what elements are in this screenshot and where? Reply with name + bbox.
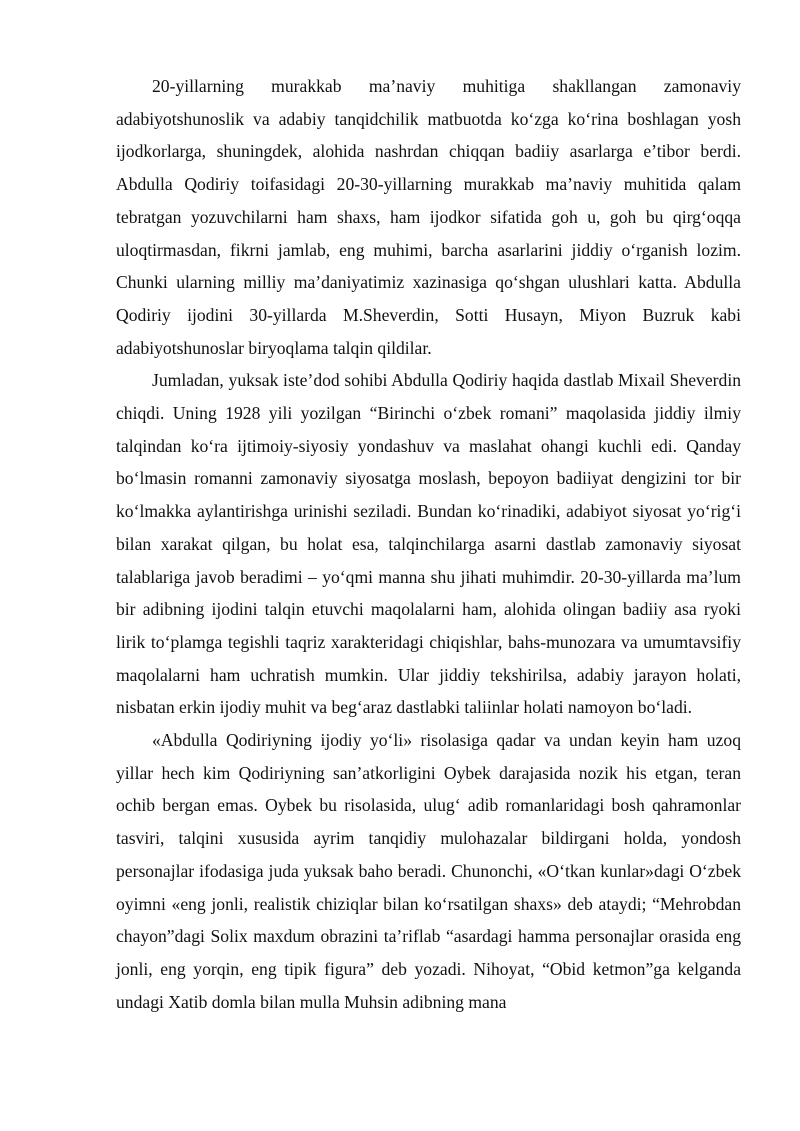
document-page: [116, 70, 741, 1018]
paragraph-2: Jumladan, yuksak iste’dod sohibi Abdulla Qodiriy haqida dastlab Mixail Sheverdin chiqdi. Uning 1928 yili yozilgan “Birinchi o‘zbek romani” maqolasida jiddiy ilmiy talqindan ko‘ra ijtimoiy-siyosiy yondashuv va maslahat ohangi kuchli edi. Qanday bo‘lmasin romanni zamonaviy siyosatga moslash, bepoyon badiiyat dengizini tor bir ko‘lmakka aylantirishga urinishi seziladi. Bundan ko‘rinadiki, adabiyot siyosat yo‘rig‘i bilan xarakat qilgan, bu holat esa, talqinchilarga asarni dastlab zamonaviy siyosat talablariga javob beradimi – yo‘qmi manna shu jihati muhimdir. 20-30-yillarda ma’lum bir adibning ijodini talqin etuvchi maqolalarni ham, alohida olingan badiiy asa ryoki lirik to‘plamga tegishli taqriz xarakteridagi chiqishlar, bahs-munozara va umumtavsifiy maqolalarni ham uchratish mumkin. Ular jiddiy tekshirilsa, adabiy jarayon holati, nisbatan erkin ijodiy muhit va beg‘araz dastlabki taliinlar holati namoyon bo‘ladi.: [116, 370, 741, 718]
paragraph-1: 20-yillarning murakkab ma’naviy muhitiga shakllangan zamonaviy adabiyotshunoslik va adabiy tanqidchilik matbuotda ko‘zga ko‘rina boshlagan yosh ijodkorlarga, shuningdek, alohida nashrdan chiqqan badiiy asarlarga e’tibor berdi. Abdulla Qodiriy toifasidagi 20-30-yillarning murakkab ma’naviy muhitida qalam tebratgan yozuvchilarni ham shaxs, ham ijodkor sifatida goh u, goh bu qirg‘oqqa uloqtirmasdan, fikrni jamlab, eng muhimi, barcha asarlarini jiddiy o‘rganish lozim. Chunki ularning milliy ma’daniyatimiz xazinasiga qo‘shgan ulushlari katta. Abdulla Qodiriy ijodini 30-yillarda M.Sheverdin, Sotti Husayn, Miyon Buzruk kabi adabiyotshunoslar biryoqlama talqin qildilar.: [116, 76, 741, 358]
paragraph-3: «Abdulla Qodiriyning ijodiy yo‘li» risolasiga qadar va undan keyin ham uzoq yillar hech kim Qodiriyning san’atkorligini Oybek darajasida nozik his etgan, teran ochib bergan emas. Oybek bu risolasida, ulug‘ adib romanlaridagi bosh qahramonlar tasviri, talqini xususida ayrim tanqidiy mulohazalar bildirgani holda, yondosh personajlar ifodasiga juda yuksak baho beradi. Chunonchi, «O‘tkan kunlar»dagi O‘zbek oyimni «eng jonli, realistik chiziqlar bilan ko‘rsatilgan shaxs» deb ataydi; “Mehrobdan chayon”dagi Solix maxdum obrazini ta’riflab “asardagi hamma personajlar orasida eng jonli, eng yorqin, eng tipik figura” deb yozadi. Nihoyat, “Obid ketmon”ga kelganda undagi Xatib domla bilan mulla Muhsin adibning mana: [116, 730, 741, 1012]
